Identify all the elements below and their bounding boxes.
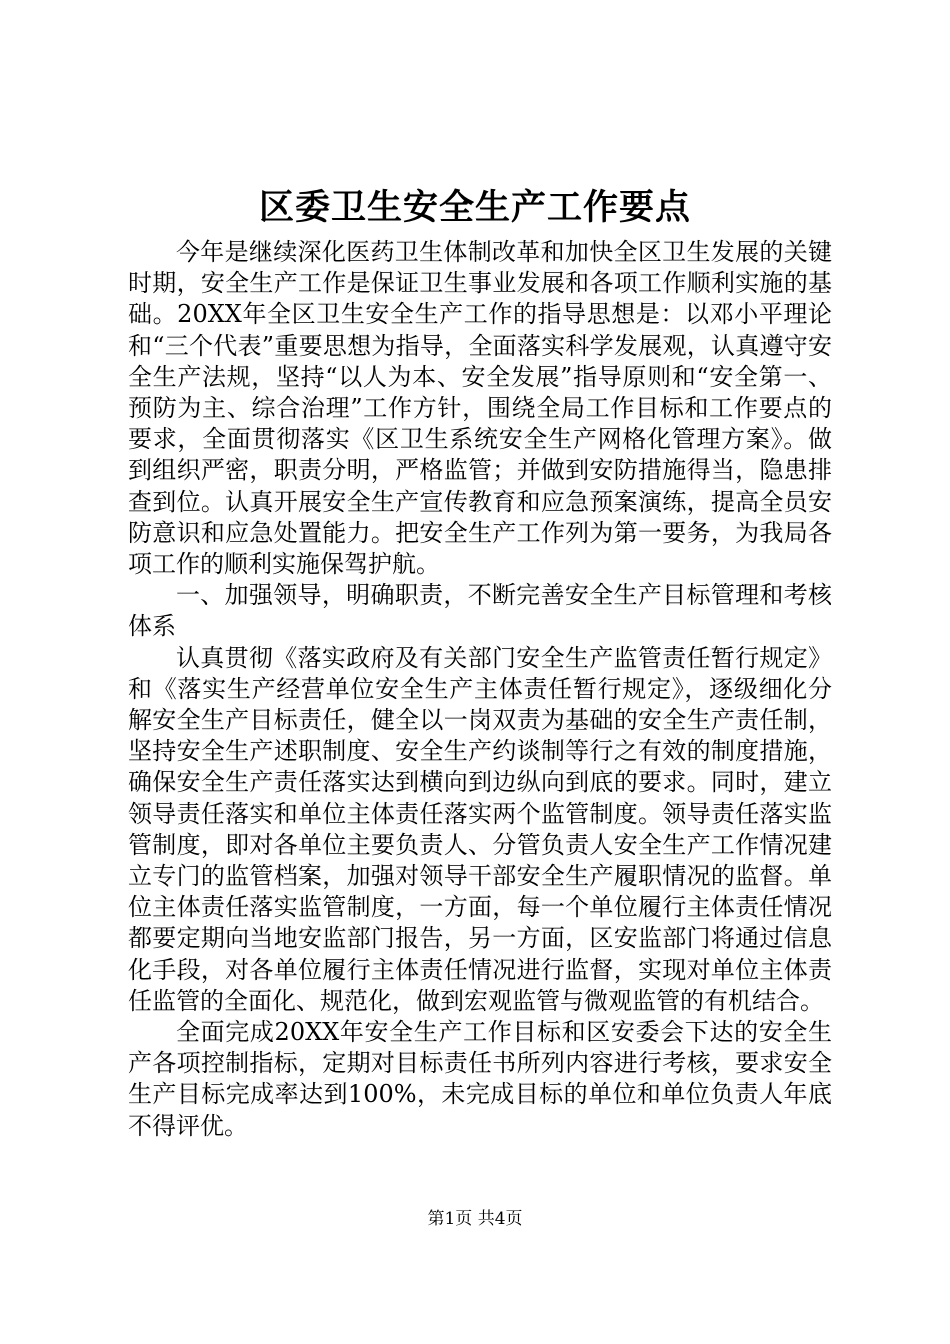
- paragraph-intro: 今年是继续深化医药卫生体制改革和加快全区卫生发展的关键时期，安全生产工作是保证卫生事业发展和各项工作顺利实施的基础。20XX年全区卫生安全生产工作的指导思想是：以邓小平理论和“三个代表”重要思想为指导，全面落实科学发展观，认真遵守安全生产法规，坚持“以人为本、安全发展”指导原则和“安全第一、预防为主、综合治理”工作方针，围绕全局工作目标和工作要点的要求，全面贯彻落实《区卫生系统安全生产网格化管理方案》。做到组织严密，职责分明，严格监管；并做到安防措施得当，隐患排查到位。认真开展安全生产宣传教育和应急预案演练，提高全员安防意识和应急处置能力。把安全生产工作列为第一要务，为我局各项工作的顺利实施保驾护航。: [128, 238, 832, 579]
- page-footer: 第1页 共4页: [427, 1209, 523, 1229]
- document-title: 区委卫生安全生产工作要点: [258, 187, 691, 228]
- paragraph-targets: 全面完成20XX年安全生产工作目标和区安委会下达的安全生产各项控制指标，定期对目标责任书所列内容进行考核，要求安全生产目标完成率达到100%，未完成目标的单位和单位负责人年底不得评优。: [128, 1018, 832, 1140]
- section-heading-1: 一、加强领导，明确职责，不断完善安全生产目标管理和考核体系: [128, 581, 832, 641]
- paragraph-responsibility: 认真贯彻《落实政府及有关部门安全生产监管责任暂行规定》和《落实生产经营单位安全生产主体责任暂行规定》，逐级细化分解安全生产目标责任，健全以一岗双责为基础的安全生产责任制，坚持安全生产述职制度、安全生产约谈制等行之有效的制度措施，确保安全生产责任落实达到横向到边纵向到底的要求。同时，建立领导责任落实和单位主体责任落实两个监管制度。领导责任落实监管制度，即对各单位主要负责人、分管负责人安全生产工作情况建立专门的监管档案，加强对领导干部安全生产履职情况的监督。单位主体责任落实监管制度，一方面，每一个单位履行主体责任情况都要定期向当地安监部门报告，另一方面，区安监部门将通过信息化手段，对各单位履行主体责任情况进行监督，实现对单位主体责任监管的全面化、规范化，做到宏观监管与微观监管的有机结合。: [128, 643, 832, 1015]
- document-body: [128, 237, 832, 1142]
